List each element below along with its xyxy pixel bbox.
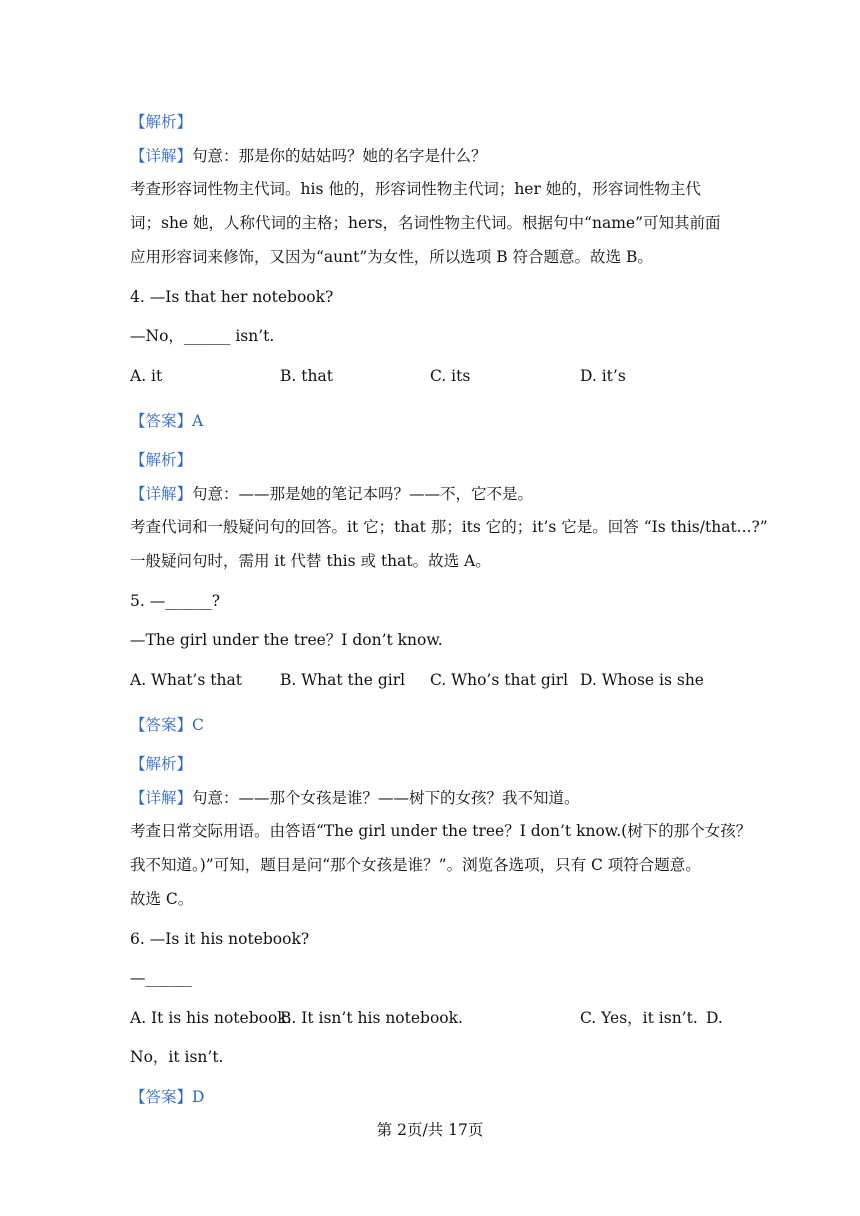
question-reply: —______	[130, 969, 192, 987]
answer-line	[130, 411, 203, 431]
option-d: D. Whose is she	[580, 671, 704, 689]
detail-text: 句意：——那是她的笔记本吗？——不，它不是。	[192, 485, 534, 503]
answer-tag: 【答案】	[130, 1088, 193, 1106]
question-stem: 4. —Is that her notebook?	[130, 288, 334, 306]
detail-line	[130, 146, 487, 166]
analysis-tag: 【解析】	[130, 113, 193, 131]
option-a: A. it	[130, 367, 163, 385]
explanation-text: 考查代词和一般疑问句的回答。it 它；that 那；its 它的；it’s 它是。回答 “Is this/that...?”	[130, 518, 768, 536]
option-b: B. What the girl	[280, 671, 406, 689]
page-footer: 第 2页/共 17页	[376, 1121, 484, 1139]
answer-tag: 【答案】	[130, 716, 193, 734]
explanation-text: 故选 C。	[130, 890, 194, 908]
question-stem: 6. —Is it his notebook?	[130, 930, 310, 948]
option-a: A. It is his notebook.	[130, 1009, 292, 1027]
option-d-continued: No，it isn’t.	[130, 1048, 224, 1066]
analysis-tag: 【解析】	[130, 451, 193, 469]
detail-line	[130, 484, 533, 504]
detail-tag: 【详解】	[130, 485, 193, 503]
option-c: C. its	[430, 367, 471, 385]
answer-tag: 【答案】	[130, 412, 193, 430]
detail-tag: 【详解】	[130, 147, 193, 165]
option-c: C. Yes，it isn’t.	[580, 1009, 698, 1027]
detail-text: 句意：——那个女孩是谁？——树下的女孩？我不知道。	[192, 789, 580, 807]
option-d: D.	[706, 1009, 723, 1027]
question-stem: 5. —______?	[130, 592, 221, 610]
option-b: B. that	[280, 367, 333, 385]
option-b: B. It isn’t his notebook.	[280, 1009, 463, 1027]
option-d: D. it’s	[580, 367, 626, 385]
question-reply: —The girl under the tree？I don’t know.	[130, 631, 443, 649]
explanation-text: 考查日常交际用语。由答语“The girl under the tree？I don’t know.(树下的那个女孩？	[130, 822, 752, 840]
explanation-text: 词；she 她，人称代词的主格；hers，名词性物主代词。根据句中“name”可知其前面	[130, 214, 721, 232]
explanation-text: 一般疑问句时，需用 it 代替 this 或 that。故选 A。	[130, 552, 491, 570]
explanation-text: 我不知道。)”可知，题目是问“那个女孩是谁？”。浏览各选项，只有 C 项符合题意。	[130, 856, 701, 874]
question-reply: —No，______ isn’t.	[130, 327, 275, 345]
explanation-text: 考查形容词性物主代词。his 他的，形容词性物主代词；her 她的，形容词性物主代	[130, 180, 701, 198]
answer-value: A	[192, 412, 204, 430]
answer-line	[130, 715, 204, 735]
option-c: C. Who’s that girl	[430, 671, 569, 689]
detail-line	[130, 788, 580, 808]
answer-value: C	[192, 716, 204, 734]
answer-value: D	[192, 1088, 205, 1106]
option-a: A. What’s that	[130, 671, 242, 689]
answer-line	[130, 1087, 204, 1107]
detail-text: 句意：那是你的姑姑吗？她的名字是什么？	[192, 147, 487, 165]
detail-tag: 【详解】	[130, 789, 193, 807]
analysis-tag: 【解析】	[130, 755, 193, 773]
explanation-text: 应用形容词来修饰，又因为“aunt”为女性，所以选项 B 符合题意。故选 B。	[130, 248, 653, 266]
